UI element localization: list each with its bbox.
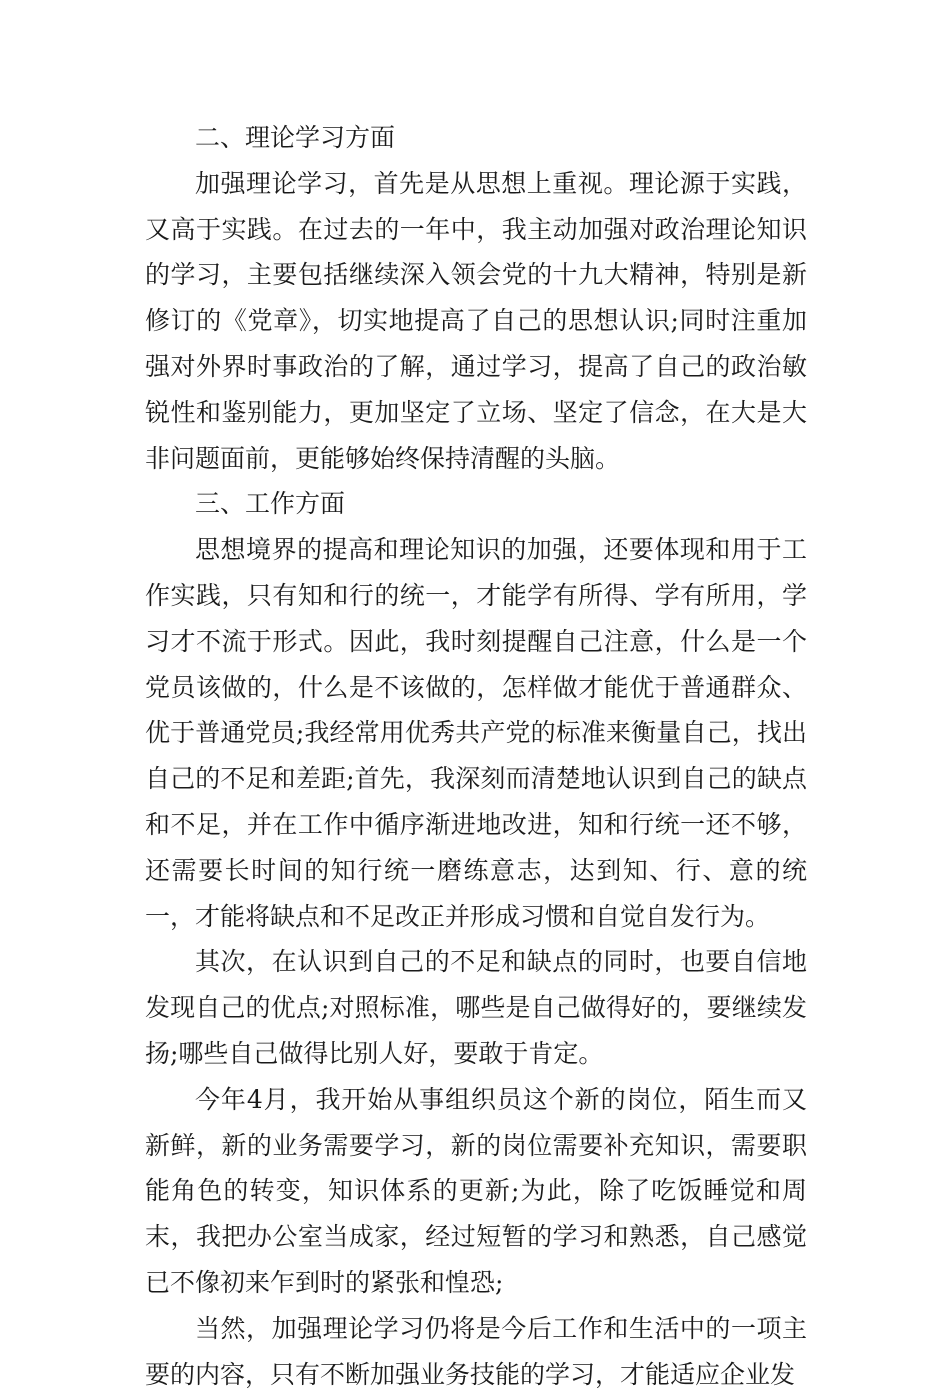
paragraph: 今年4月，我开始从事组织员这个新的岗位，陌生而又新鲜，新的业务需要学习，新的岗位需要补充知识，需要职能角色的转变，知识体系的更新;为此，除了吃饭睡觉和周末，我把办公室当成家，经过短暂的学习和熟悉，自己感觉已不像初来乍到时的紧张和惶恐;	[145, 1084, 807, 1297]
section-heading: 二、理论学习方面	[195, 123, 396, 152]
paragraph: 加强理论学习，首先是从思想上重视。理论源于实践，又高于实践。在过去的一年中，我主动加强对政治理论知识的学习，主要包括继续深入领会党的十九大精神，特别是新修订的《党章》，切实地提高了自己的思想认识;同时注重加强对外界时事政治的了解，通过学习，提高了自己的政治敏锐性和鉴别能力，更加坚定了立场、坚定了信念，在大是大非问题面前，更能够始终保持清醒的头脑。	[145, 168, 807, 473]
paragraph: 其次，在认识到自己的不足和缺点的同时，也要自信地发现自己的优点;对照标准，哪些是自己做得好的，要继续发扬;哪些自己做得比别人好，要敢于肯定。	[145, 947, 807, 1068]
paragraph: 思想境界的提高和理论知识的加强，还要体现和用于工作实践，只有知和行的统一，才能学有所得、学有所用，学习才不流于形式。因此，我时刻提醒自己注意，什么是一个党员该做的，什么是不该做的，怎样做才能优于普通群众、优于普通党员;我经常用优秀共产党的标准来衡量自己，找出自己的不足和差距;首先，我深刻而清楚地认识到自己的缺点和不足，并在工作中循序渐进地改进，知和行统一还不够，还需要长时间的知行统一磨练意志，达到知、行、意的统一，才能将缺点和不足改正并形成习惯和自觉自发行为。	[145, 535, 807, 931]
section-heading: 三、工作方面	[195, 489, 346, 519]
document-page	[145, 115, 807, 1397]
paragraph: 当然，加强理论学习仍将是今后工作和生活中的一项主要的内容，只有不断加强业务技能的学习，才能适应企业发	[145, 1313, 807, 1389]
